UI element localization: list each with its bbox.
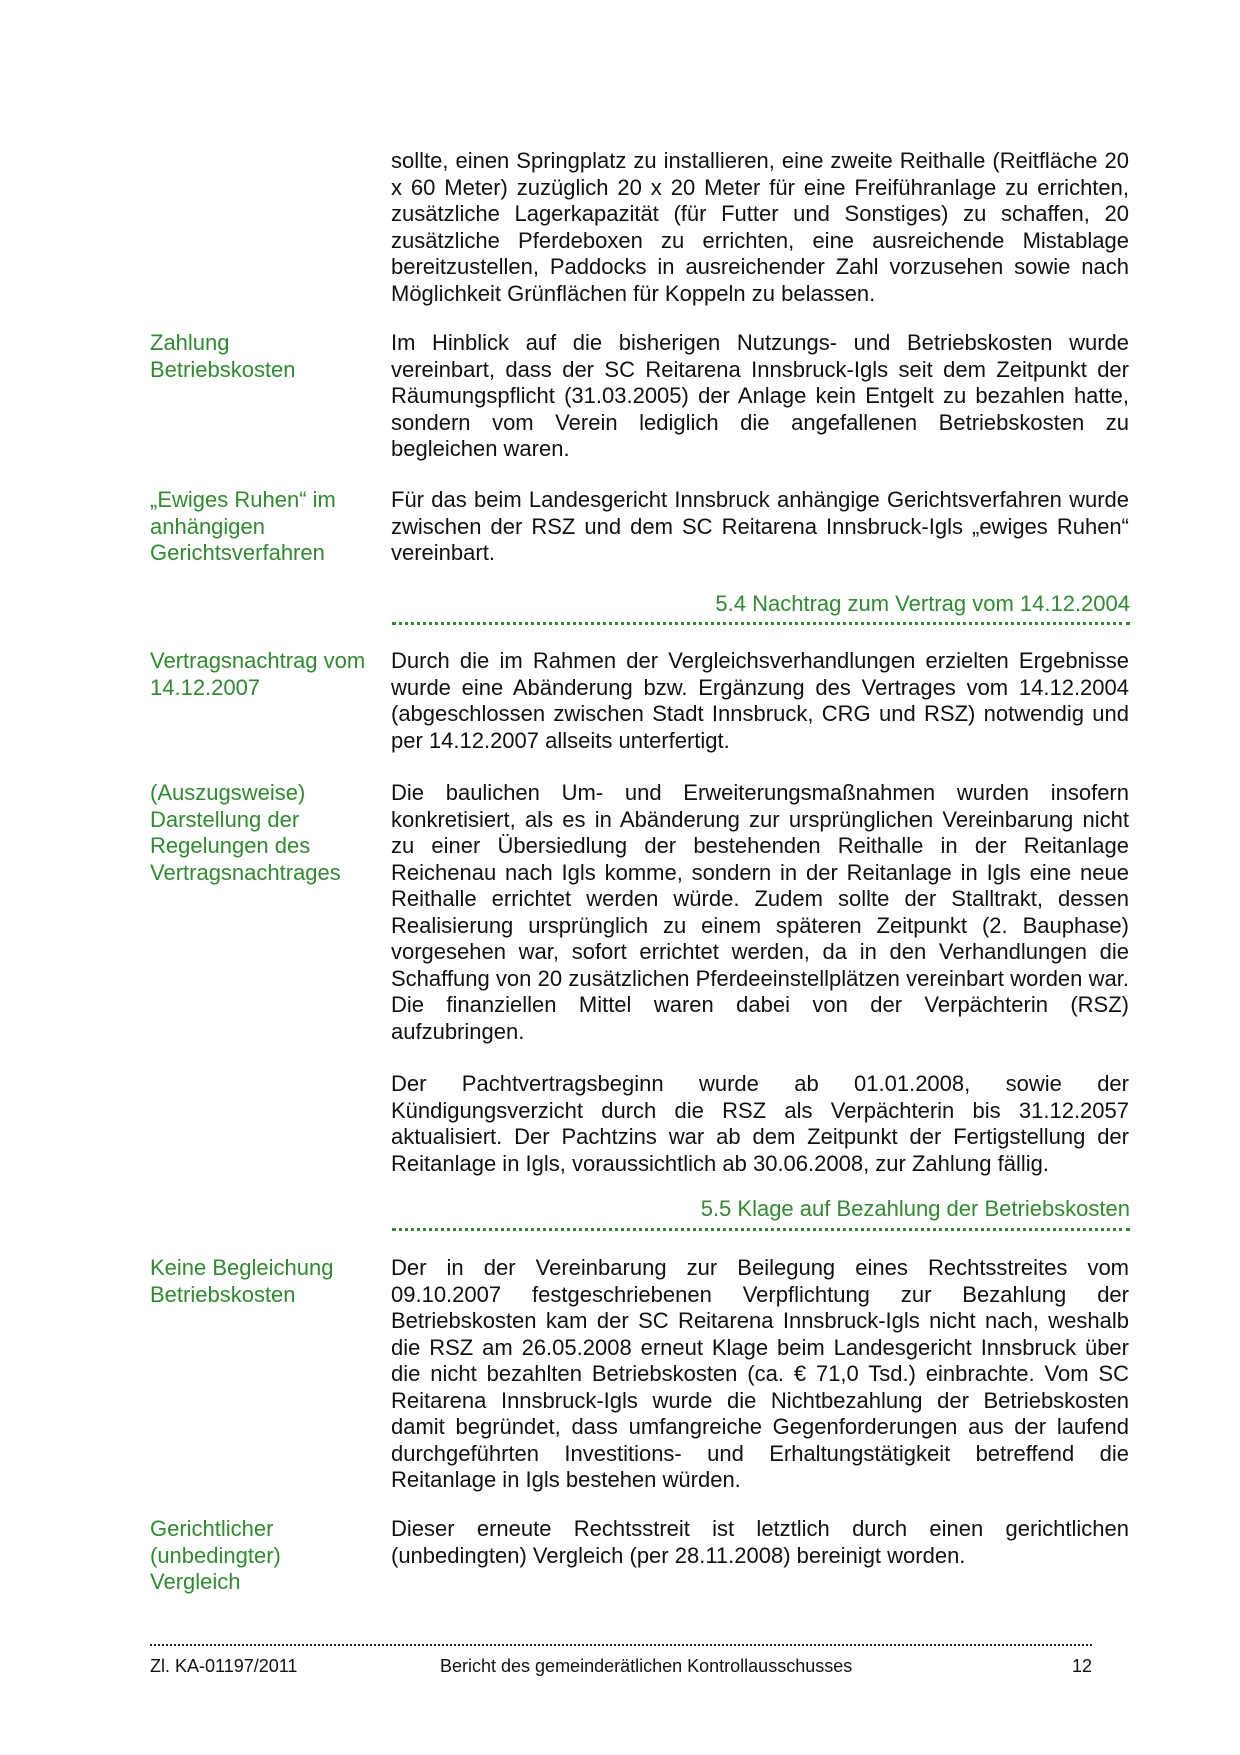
paragraph: Durch die im Rahmen der Vergleichsverhandlungen erzielten Ergebnisse wurde eine Abänderung bzw. Ergänzung des Vertrages vom 14.12.2004 (abgeschlossen zwischen Stadt Innsbruck, CRG und RSZ) notwendig und per 14.12.2007 allseits unterfertigt. [391,648,1129,753]
section-body [391,1516,1129,1596]
section-auszugsweise-darstellung [150,780,1130,1177]
heading-dotted-rule [392,622,1130,625]
section-vertragsnachtrag [150,648,1130,754]
footer-dotted-rule [150,1644,1092,1646]
paragraph: sollte, einen Springplatz zu installieren, eine zweite Reithalle (Reitfläche 20 x 60 Meter) zuzüglich 20 x 20 Meter für eine Freiführanlage zu errichten, zusätzliche Lagerkapazität (für Futter und Sonstiges) zu schaffen, 20 zusätzliche Pferdeboxen zu errichten, eine ausreichende Mistablage bereitzustellen, Paddocks in ausreichender Zahl vorzusehen sowie nach Möglichkeit Grünflächen für Koppeln zu belassen. [391,148,1129,306]
footer-title: Bericht des gemeinderätlichen Kontrollausschusses [440,1656,853,1676]
heading-dotted-rule [392,1228,1130,1231]
margin-note: Gerichtlicher (unbedingter) Vergleich [150,1516,281,1594]
section-heading-5-4: 5.4 Nachtrag zum Vertrag vom 14.12.2004 [715,591,1130,616]
section-body [391,330,1129,463]
section-body [391,148,1129,307]
section-body [391,648,1129,754]
margin-note: Keine Begleichung Betriebskosten [150,1255,334,1307]
section-heading-5-5: 5.5 Klage auf Bezahlung der Betriebskosten [700,1196,1130,1221]
section-continuation [150,148,1130,307]
section-body [391,780,1129,1177]
paragraph: Die baulichen Um- und Erweiterungsmaßnahmen wurden insofern konkretisiert, als es in Abänderung zur ursprünglichen Vereinbarung nicht zu einer Übersiedlung der bestehenden Reithalle in der Reitanlage Reichenau nach Igls komme, sondern in der Reitanlage in Igls eine neue Reithalle errichtet werden würde. Zudem sollte der Stalltrakt, dessen Realisierung ursprünglich zu einem späteren Zeitpunkt (2. Bauphase) vorgesehen war, sofort errichtet werden, da in den Verhandlungen die Schaffung von 20 zusätzlichen Pferdeeinstellplätzen vereinbart worden war. Die finanziellen Mittel waren dabei von der Verpächterin (RSZ) aufzubringen. [391,780,1129,1044]
paragraph: Der Pachtvertragsbeginn wurde ab 01.01.2008, sowie der Kündigungsverzicht durch die RSZ als Verpächterin bis 31.12.2057 aktualisiert. Der Pachtzins war ab dem Zeitpunkt der Fertigstellung der Reitanlage in Igls, voraussichtlich ab 30.06.2008, zur Zahlung fällig. [391,1071,1129,1176]
section-zahlung-betriebskosten [150,330,1130,463]
paragraph: Dieser erneute Rechtsstreit ist letztlich durch einen gerichtlichen (unbedingten) Vergleich (per 28.11.2008) bereinigt worden. [391,1516,1129,1568]
margin-note: Vertragsnachtrag vom 14.12.2007 [150,648,366,700]
section-body [391,1255,1129,1494]
paragraph: Im Hinblick auf die bisherigen Nutzungs- und Betriebskosten wurde vereinbart, dass der SC Reitarena Innsbruck-Igls seit dem Zeitpunkt der Räumungspflicht (31.03.2005) der Anlage kein Entgelt zu bezahlen hatte, sondern vom Verein lediglich die angefallenen Betriebskosten zu begleichen waren. [391,330,1129,461]
section-ewiges-ruhen [150,487,1130,567]
section-body [391,487,1129,567]
footer-reference: Zl. KA-01197/2011 [150,1656,298,1676]
margin-note [150,148,380,307]
section-gerichtlicher-vergleich [150,1516,1130,1596]
margin-note: „Ewiges Ruhen“ im anhängigen Gerichtsverfahren [150,487,336,565]
margin-note: (Auszugsweise) Darstellung der Regelungen des Vertragsnachtrages [150,780,341,885]
footer-page-number: 12 [1071,1656,1092,1676]
section-keine-begleichung [150,1255,1130,1494]
paragraph: Der in der Vereinbarung zur Beilegung eines Rechtsstreites vom 09.10.2007 festgeschriebenen Verpflichtung zur Bezahlung der Betriebskosten kam der SC Reitarena Innsbruck-Igls nicht nach, weshalb die RSZ am 26.05.2008 erneut Klage beim Landesgericht Innsbruck über die nicht bezahlten Betriebskosten (ca. € 71,0 Tsd.) einbrachte. Vom SC Reitarena Innsbruck-Igls wurde die Nichtbezahlung der Betriebskosten damit begründet, dass umfangreiche Gegenforderungen aus der laufend durchgeführten Investitions- und Erhaltungstätigkeit betreffend die Reitanlage in Igls bestehen würden. [391,1255,1129,1492]
margin-note: Zahlung Betriebskosten [150,330,296,382]
paragraph: Für das beim Landesgericht Innsbruck anhängige Gerichtsverfahren wurde zwischen der RSZ und dem SC Reitarena Innsbruck-Igls „ewiges Ruhen“ vereinbart. [391,487,1129,565]
